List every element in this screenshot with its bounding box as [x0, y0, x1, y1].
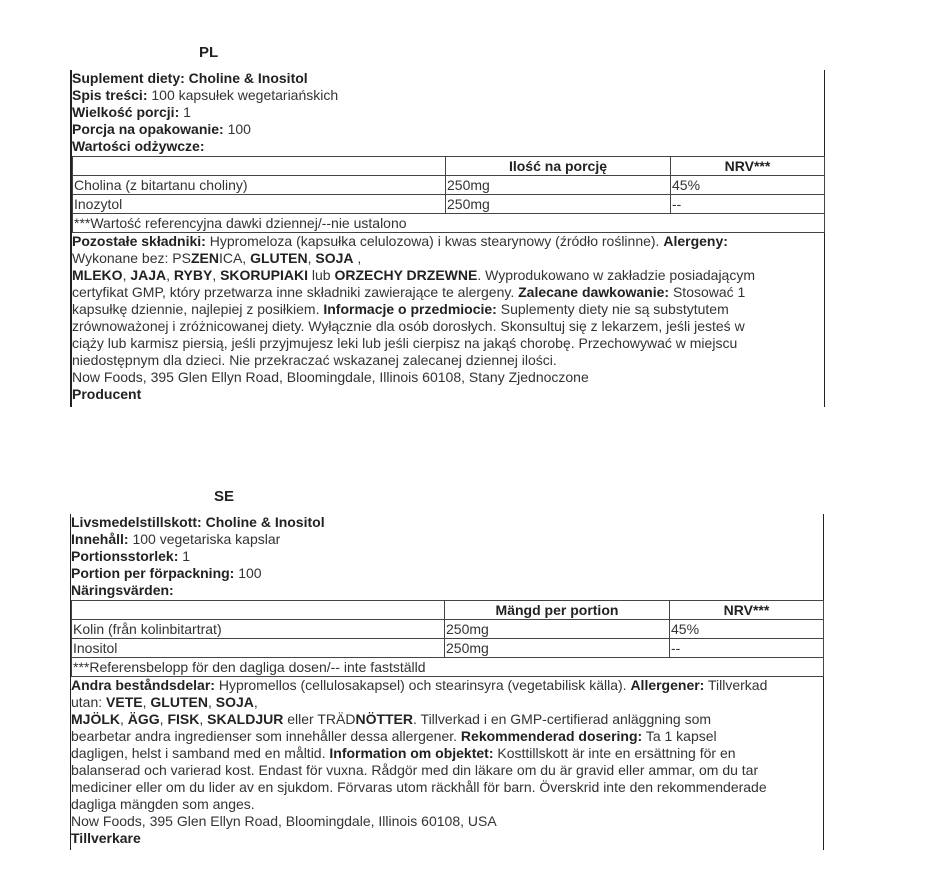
text-run: Tillverkad: [704, 677, 768, 693]
table-row: [72, 639, 824, 658]
text-run: lub: [308, 267, 335, 283]
text-run: Suplementy diety nie są substytutem: [496, 301, 729, 317]
bold-text: MJÖLK: [71, 711, 120, 727]
header-label: Suplement diety:: [72, 70, 185, 86]
pl-body-text: [72, 284, 824, 403]
se-body-text: [71, 677, 823, 847]
bold-text: RYBY: [173, 267, 213, 283]
nrv-footnote: ***Wartość referencyjna dawki dziennej/--nie ustalono: [73, 214, 825, 233]
header-label: Wartości odżywcze:: [72, 138, 205, 154]
header-value: 100 kapsułek wegetariańskich: [147, 87, 339, 103]
header-label: Innehåll:: [71, 531, 129, 547]
text-run: ,: [122, 267, 131, 283]
text-run: ,: [142, 694, 151, 710]
bold-text: SKALDJUR: [207, 711, 284, 727]
header-label: Portionsstorlek:: [71, 548, 179, 564]
pl-product-info: [70, 70, 825, 407]
other-ingredients-label: Pozostałe składniki:: [72, 233, 206, 249]
header-line: [72, 138, 824, 155]
body-line: [71, 711, 823, 728]
allergen-highlight: GLUTEN: [250, 250, 308, 266]
bold-text: SOJA: [215, 694, 254, 710]
col-header: [72, 601, 445, 620]
product-name: Choline & Inositol: [201, 514, 325, 530]
header-label: Wielkość porcji:: [72, 104, 180, 120]
text-run: dagliga mängden som anges.: [71, 796, 255, 812]
bold-text: Rekommenderad dosering:: [460, 728, 643, 744]
nutrient-amount: 250mg: [445, 620, 670, 639]
header-line: [71, 548, 823, 565]
bold-text: FISK: [167, 711, 200, 727]
body-line: [72, 386, 824, 403]
bold-text: MLEKO: [72, 267, 123, 283]
header-label: Spis treści:: [72, 87, 148, 103]
table-row: [72, 620, 824, 639]
header-line: [72, 70, 824, 87]
se-nutrition-table: [71, 600, 824, 677]
bold-text: Producent: [72, 386, 142, 402]
body-line: [72, 369, 824, 386]
text-run: . Tillverkad i en GMP-certifierad anläggning som: [413, 711, 712, 727]
nutrient-amount: 250mg: [446, 176, 671, 195]
text-run: mediciner eller om du lider av en sjukdom. Förvaras utom räckhåll för barn. Överskrid inte den rekommenderade: [71, 779, 767, 795]
allergens-text: Wykonane bez: PS: [72, 250, 191, 266]
header-label: Livsmedelstillskott:: [71, 514, 202, 530]
table-header-row: [73, 157, 825, 176]
body-line: [72, 352, 824, 369]
text-run: Hypromellos (cellulosakapsel) och stearinsyra (vegetabilisk källa).: [214, 677, 631, 693]
header-line: [71, 531, 823, 548]
header-line: [71, 582, 823, 599]
bold-text: SKORUPIAKI: [220, 267, 308, 283]
product-name: Choline & Inositol: [184, 70, 308, 86]
text-run: Now Foods, 395 Glen Ellyn Road, Bloomingdale, Illinois 60108, USA: [71, 813, 497, 829]
bold-text: Allergener:: [630, 677, 705, 693]
col-header-amount: Ilość na porcję: [446, 157, 671, 176]
text-run: eller TRÄD: [283, 711, 356, 727]
body-line: [71, 830, 823, 847]
nutrient-name: Kolin (från kolinbitartrat): [72, 620, 445, 639]
text-run: Kosttillskott är inte en ersättning för en: [493, 745, 736, 761]
body-line: [72, 335, 824, 352]
header-line: [72, 121, 824, 138]
pl-header-block: [72, 70, 824, 155]
nutrient-name: Cholina (z bitartanu choliny): [73, 176, 446, 195]
text-run: utan:: [71, 694, 107, 710]
body-line: [72, 318, 824, 335]
header-line: [71, 514, 823, 531]
nutrient-nrv: --: [671, 195, 825, 214]
text-run: certyfikat GMP, który przetwarza inne składniki zawierające te alergeny.: [72, 284, 519, 300]
body-line: [71, 728, 823, 745]
table-row: [73, 176, 825, 195]
pl-ingredients-line: [72, 233, 824, 250]
text-run: ,: [166, 267, 174, 283]
header-line: [72, 104, 824, 121]
text-run: ,: [159, 711, 168, 727]
text-run: ,: [212, 267, 221, 283]
pl-allergens-line: [72, 250, 824, 267]
header-value: 100: [234, 565, 262, 581]
body-line: [71, 762, 823, 779]
header-value: 1: [179, 104, 191, 120]
table-footnote-row: [72, 658, 824, 677]
allergens-text: ICA,: [218, 250, 251, 266]
bold-text: Andra beståndsdelar:: [71, 677, 215, 693]
nutrient-nrv: 45%: [670, 620, 824, 639]
col-header: [73, 157, 446, 176]
table-header-row: [72, 601, 824, 620]
pl-section-label: PL: [199, 44, 219, 61]
other-ingredients-text: Hypromeloza (kapsułka celulozowa) i kwas stearynowy (źródło roślinne).: [205, 233, 664, 249]
allergens-label: Alergeny:: [663, 233, 728, 249]
header-value: 1: [178, 548, 191, 564]
nutrient-nrv: --: [670, 639, 824, 658]
body-line: [71, 779, 823, 796]
header-value: 100: [223, 121, 251, 137]
text-run: kapsułkę dziennie, najlepiej z posiłkiem.: [72, 301, 324, 317]
se-header-block: [71, 514, 823, 599]
se-product-info: [70, 514, 824, 850]
body-line: [71, 694, 823, 711]
header-line: [71, 565, 823, 582]
allergen-highlight: SOJA: [315, 250, 354, 266]
text-run: ciąży lub karmisz piersią, jeśli przyjmujesz leki lub jeśli cierpisz na jakąś chorobę. Przechowywać w miejscu: [72, 335, 738, 351]
table-row: [73, 195, 825, 214]
pl-allergens-list-line: [72, 267, 824, 284]
nutrient-name: Inositol: [72, 639, 445, 658]
text-run: ,: [120, 711, 128, 727]
header-value: 100 vegetariska kapslar: [128, 531, 281, 547]
col-header-nrv: NRV***: [670, 601, 824, 620]
text-run: ,: [253, 694, 258, 710]
text-run: . Wyprodukowano w zakładzie posiadającym: [477, 267, 756, 283]
text-run: Stosować 1: [669, 284, 746, 300]
body-line: [71, 677, 823, 694]
text-run: Ta 1 kapsel: [642, 728, 717, 744]
body-line: [71, 796, 823, 813]
body-line: [71, 813, 823, 830]
nutrient-amount: 250mg: [445, 639, 670, 658]
body-line: [72, 284, 824, 301]
bold-text: VETE: [106, 694, 143, 710]
col-header-nrv: NRV***: [671, 157, 825, 176]
text-run: ,: [199, 711, 208, 727]
allergens-text: ,: [307, 250, 316, 266]
bold-text: GLUTEN: [150, 694, 208, 710]
body-line: [72, 301, 824, 318]
bold-text: ORZECHY DRZEWNE: [334, 267, 478, 283]
header-label: Porcja na opakowanie:: [72, 121, 224, 137]
text-run: zrównoważonej i zróżnicowanej diety. Wyłącznie dla osób dorosłych. Skonsultuj się z lekarzem, jeśli jesteś w: [72, 318, 745, 334]
nrv-footnote: ***Referensbelopp för den dagliga dosen/-- inte fastställd: [72, 658, 824, 677]
bold-text: Informacje o przedmiocie:: [323, 301, 497, 317]
nutrient-name: Inozytol: [73, 195, 446, 214]
bold-text: ÄGG: [127, 711, 160, 727]
bold-text: JAJA: [130, 267, 167, 283]
text-run: ,: [207, 694, 216, 710]
pl-nutrition-table: [72, 156, 825, 233]
text-run: balanserad och varierad kost. Endast för vuxna. Rådgör med din läkare om du är gravid eller ammar, om du tar: [71, 762, 759, 778]
text-run: Now Foods, 395 Glen Ellyn Road, Bloomingdale, Illinois 60108, Stany Zjednoczone: [72, 369, 589, 385]
header-label: Portion per förpackning:: [71, 565, 235, 581]
header-label: Näringsvärden:: [71, 582, 174, 598]
allergen-highlight: ZEN: [190, 250, 219, 266]
body-line: [71, 745, 823, 762]
bold-text: Tillverkare: [71, 830, 141, 846]
text-run: niedostępnym dla dzieci. Nie przekraczać wskazanej zalecanej dziennej ilości.: [72, 352, 557, 368]
nutrient-nrv: 45%: [671, 176, 825, 195]
header-line: [72, 87, 824, 104]
col-header-amount: Mängd per portion: [445, 601, 670, 620]
bold-text: NÖTTER: [355, 711, 414, 727]
se-section-label: SE: [214, 488, 235, 505]
bold-text: Zalecane dawkowanie:: [518, 284, 670, 300]
allergens-text: ,: [353, 250, 362, 266]
table-footnote-row: [73, 214, 825, 233]
text-run: dagligen, helst i samband med en måltid.: [71, 745, 330, 761]
nutrient-amount: 250mg: [446, 195, 671, 214]
text-run: bearbetar andra ingredienser som innehåller dessa allergener.: [71, 728, 461, 744]
bold-text: Information om objektet:: [329, 745, 494, 761]
